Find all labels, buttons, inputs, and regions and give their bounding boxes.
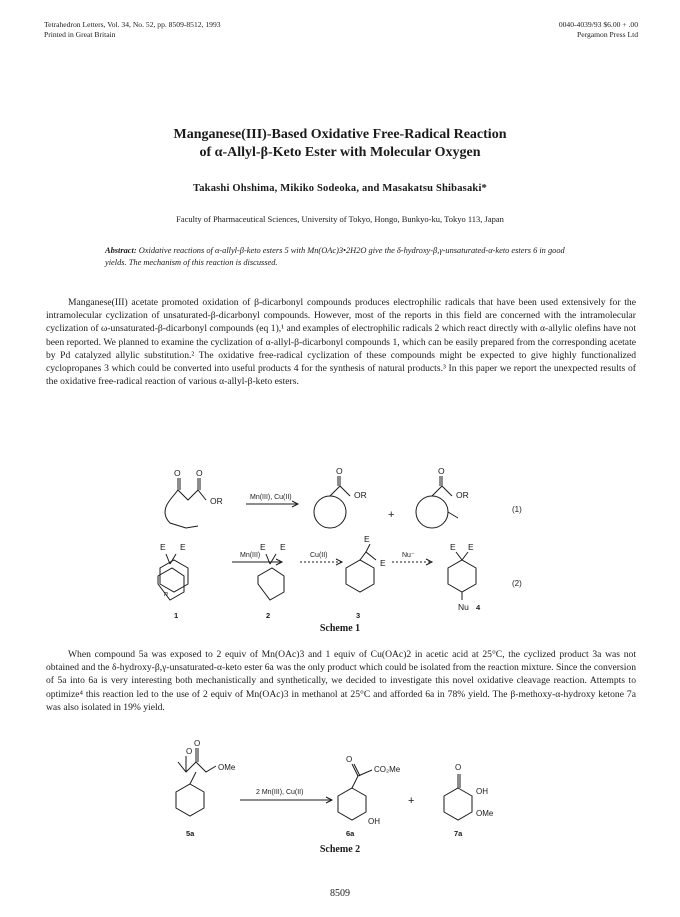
eq1-p1-or: OR — [354, 490, 367, 500]
s2-7a-o: O — [455, 763, 462, 772]
s2-7a-ome: OMe — [476, 809, 494, 818]
compound-6a-label: 6a — [346, 829, 355, 838]
eq1-p1-o: O — [336, 466, 343, 476]
eq2-c4-e1: E — [450, 542, 456, 552]
scheme-2-caption: Scheme 2 — [319, 844, 361, 855]
eq2-reagent-1: Mn(III) — [240, 552, 261, 559]
eq1-p2-o: O — [438, 466, 445, 476]
scheme-1 — [0, 468, 680, 643]
compound-4-label: 4 — [476, 603, 481, 612]
eq2-reagent-3: Nu⁻ — [402, 552, 415, 559]
eq2-label: (2) — [512, 579, 522, 588]
eq1-reagent: Mn(III), Cu(II) — [250, 494, 292, 501]
eq2-c2-e1: E — [260, 542, 266, 552]
s2-6a-o: O — [346, 755, 353, 764]
eq1-label: (1) — [512, 505, 522, 514]
eq1-atom-o-2: O — [196, 468, 203, 478]
s2-7a-oh: OH — [476, 787, 488, 796]
eq2-c3-e1: E — [364, 534, 370, 544]
eq1-plus: + — [388, 509, 395, 521]
eq2-c3-e2: E — [380, 558, 386, 568]
s2-6a-oh: OH — [368, 817, 380, 826]
affiliation: Faculty of Pharmaceutical Sciences, University of Tokyo, Hongo, Bunkyo-ku, Tokyo 113, Japan — [176, 214, 504, 224]
eq1-p2-or: OR — [456, 490, 469, 500]
scheme-1-caption: Scheme 1 — [319, 623, 361, 634]
compound-7a-label: 7a — [454, 829, 463, 838]
abstract-text: Oxidative reactions of α-allyl-β-keto esters 5 with Mn(OAc)3•2H2O give the δ-hydroxy-β,γ-unsaturated-α-keto esters 6 in good yields. The mechanism of this reaction is discussed. — [105, 246, 565, 267]
compound-1-label: 1 — [174, 611, 179, 620]
scheme-2 — [0, 739, 680, 844]
paragraph-1-text: Manganese(III) acetate promoted oxidation of β-dicarbonyl compounds produces electrophilic radicals that have been used extensively for the intramolecular cyclization of unsaturated-β-dicarbonyl compounds. However, most of the reports in this field are concerned with the intramolecular cyclization of ω-unsaturated-β-dicarbonyl compounds (eq 1),¹ and examples of electrophilic radicals 2 which react directly with α-allylic olefins have not been reported. We planned to examine the cyclization of α-allyl-β-dicarbonyl compounds 1, which can be easily prepared from the corresponding acetate by Pd catalyzed allylic substitution.² The oxidative free-radical cyclization of these compounds might be expected to give highly functionalized cyclopropanes 3 which could be converted into useful products 4 for the synthesis of natural products.³ In this paper we report the unexpected results of the oxidative free-radical reaction of various α-allyl-β-keto esters. — [46, 297, 636, 388]
eq2-c1-n: n — [164, 591, 168, 598]
compound-5a-label: 5a — [186, 829, 195, 838]
abstract — [105, 245, 585, 269]
s2-6a-co2me: CO₂Me — [374, 765, 401, 774]
eq2-reagent-2: Cu(II) — [310, 552, 328, 559]
journal-citation: Tetrahedron Letters, Vol. 34, No. 52, pp. 8509-8512, 1993 — [44, 20, 221, 29]
eq2-c4-e2: E — [468, 542, 474, 552]
authors: Takashi Ohshima, Mikiko Sodeoka, and Masakatsu Shibasaki* — [192, 183, 488, 194]
paragraph-2 — [46, 648, 636, 714]
eq1-atom-o-1: O — [174, 468, 181, 478]
eq2-c1-e2: E — [180, 542, 186, 552]
title-line-2: of α-Allyl-β-Keto Ester with Molecular Oxygen — [199, 145, 481, 160]
printed-in: Printed in Great Britain — [44, 30, 116, 39]
compound-2-label: 2 — [266, 611, 271, 620]
abstract-label: Abstract: — [105, 246, 137, 255]
s2-5a-o2: O — [194, 739, 201, 748]
publisher: Pergamon Press Ltd — [576, 30, 638, 39]
paragraph-2-text: When compound 5a was exposed to 2 equiv of Mn(OAc)3 and 1 equiv of Cu(OAc)2 in acetic acid at 25°C, the cyclized product 3a was not obtained and the δ-hydroxy-β,γ-unsaturated-α-keto ester 6a was the only product which could be isolated from the reaction mixture. Since the conversion of 5a into 6a is very interesting both mechanistically and synthetically, we decided to investigate this novel oxidative cleavage reaction. Attempts to optimize⁴ this reaction led to the use of 2 equiv of Mn(OAc)3 in methanol at 25°C and afforded 6a in 78% yield. The β-methoxy-α-hydroxy ketone 7a was also isolated in 19% yield. — [46, 649, 636, 713]
s2-reagent: 2 Mn(III), Cu(II) — [256, 789, 304, 796]
s2-plus: + — [408, 795, 415, 807]
article-code: 0040-4039/93 $6.00 + .00 — [558, 20, 638, 29]
s2-5a-ome: OMe — [218, 763, 236, 772]
eq2-c4-nu: Nu — [458, 602, 469, 612]
paragraph-1 — [46, 296, 636, 388]
compound-3-label: 3 — [356, 611, 361, 620]
s2-5a-o1: O — [186, 747, 193, 756]
eq1-chain-1 — [170, 490, 206, 500]
eq1-atom-or: OR — [210, 496, 223, 506]
eq2-c2-e2: E — [280, 542, 286, 552]
title-line-1: Manganese(III)-Based Oxidative Free-Radical Reaction — [173, 127, 507, 142]
eq2-c1-e1: E — [160, 542, 166, 552]
page-number: 8509 — [330, 888, 350, 899]
